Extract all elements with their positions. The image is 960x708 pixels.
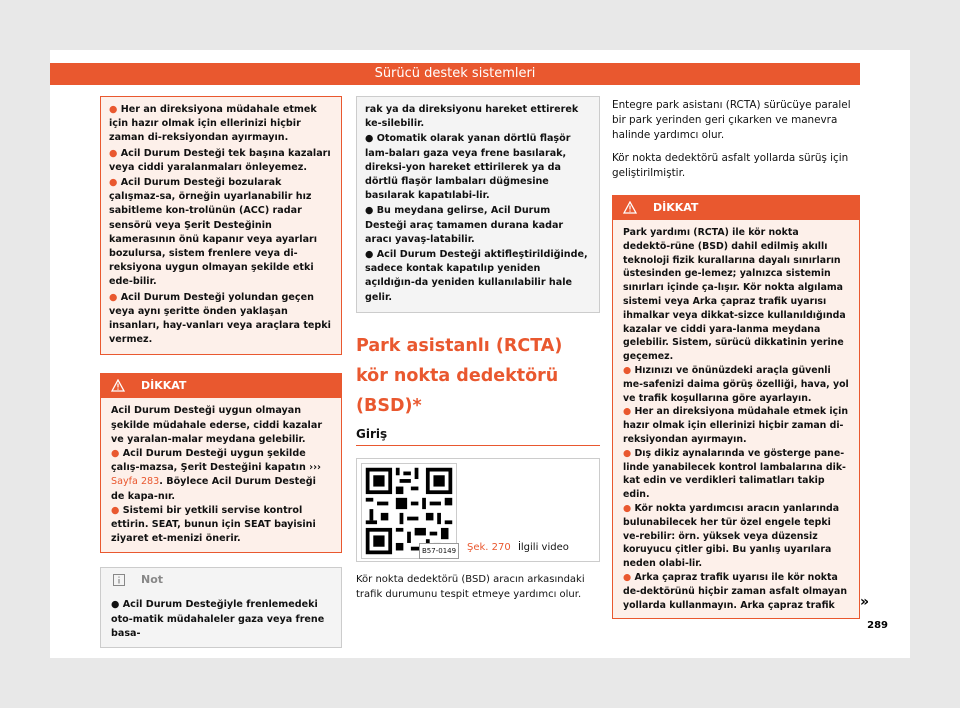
figure-caption — [467, 541, 569, 555]
paragraph: Kör nokta dedektörü (BSD) aracın arkasındaki trafik durumunu tespit etmeye yardımcı olur. — [356, 574, 585, 601]
paragraph: Kör nokta dedektörü asfalt yollarda sürüş için geliştirilmiştir. — [612, 152, 849, 179]
warning-title: DİKKAT — [141, 379, 187, 393]
info-icon — [113, 574, 125, 586]
list-item: Hızınızı ve önünüzdeki araçla güvenli me-safenizi daima görüş özelliği, hava, yol ve trafik koşullarına göre ayarlayın. — [623, 364, 849, 404]
list-item: Acil Durum Desteği yolundan geçen veya aynı şeritte önden yaklaşan insanları, hay-vanları veya araçlara tepki vermez. — [109, 291, 331, 346]
bullet-icon: ● — [111, 448, 123, 460]
list-item: Dış dikiz aynalarında ve gösterge pane-linde yanabilecek kontrol lambalarına dik-kat edin ve verdikleri talimatları takip edin. — [623, 447, 846, 501]
bullet-icon: ● — [109, 104, 121, 115]
bullet-icon: ● — [623, 502, 635, 514]
bullet-icon: ● — [623, 364, 635, 376]
warning-continued-box — [100, 96, 342, 355]
list-item: Acil Durum Desteği bozularak çalışmaz-sa, örneğin uyarlanabilir hız sabitleme kon-trolünün (ACC) radar sensörü veya Şerit Desteğinin kamerasının önü kapanır veya ayarları bozulursa, sistem frenlere veya di-reksiyona uygun olmayan şekilde etki ede-bilir. — [109, 177, 318, 288]
bullet-icon: ● — [111, 599, 123, 611]
list-item: Otomatik olarak yanan dörtlü flaşör lam-baları gaza veya frene basılarak, direksi-yon hareket ettirilerek ya da dörtlü flaşör lambaları düğmesine basılarak kapatılabi-lir. — [365, 133, 571, 202]
note-continued-box — [356, 96, 600, 313]
list-item: Her an direksiyona müdahale etmek için hazır olmak için ellerinizi hiçbir zaman di-reksiyondan ayırmayın. — [109, 104, 317, 144]
figure-label: Şek. 270 — [467, 541, 511, 553]
bullet-icon: ● — [111, 504, 123, 516]
warning-text: Acil Durum Desteği uygun olmayan şekilde müdahale ederse, ciddi kazalar ve yaralan-malar meydana gelebilir. — [111, 405, 323, 445]
column-2 — [356, 96, 600, 602]
warning-text: Park yardımı (RCTA) ile kör nokta dedektö-rüne (BSD) dahil edilmiş akıllı teknoloji fizik kurallarına dayalı sınırların üstesinden ge-lemez; yalnızca sistemin sınırları içinde ça-lışır. Kör nokta algılama sistemi veya Arka çapraz trafik uyarısı ihmalkar veya dikkat-sizce kullanıldığında kazalar ve ciddi yara-lanma meydana gelebilir. Sistem, sürücü dikkatinin yerine geçemez. — [623, 227, 846, 363]
list-item: Sistemi bir yetkili servise kontrol ettirin. SEAT, bunun için SEAT bayisini ziyaret et-menizi önerir. — [111, 504, 316, 545]
page-link[interactable]: Sayfa 283 — [111, 476, 160, 488]
bullet-icon: ● — [365, 249, 377, 261]
page-number: 289 — [867, 620, 888, 631]
bullet-icon: ● — [365, 205, 377, 217]
warning-box — [612, 195, 860, 619]
warning-title: DİKKAT — [653, 201, 699, 214]
bullet-icon: ● — [109, 147, 121, 159]
note-box — [100, 567, 342, 648]
note-header — [101, 568, 341, 592]
list-item: Her an direksiyona müdahale etmek için hazır olmak için ellerinizi hiçbir zaman di-reksiyondan ayırmayın. — [623, 406, 848, 445]
list-item: Acil Durum Desteği aktifleştirildiğinde, sadece kontak kapatılıp yeniden açıldığın-da yeniden kullanılabilir hale gelir. — [365, 249, 588, 303]
warning-triangle-icon — [111, 379, 125, 392]
bullet-icon: ● — [109, 291, 121, 303]
figure-code: B57-0149 — [419, 543, 459, 559]
bullet-icon: ● — [623, 406, 635, 418]
continue-mark: » — [860, 594, 870, 610]
list-item: Kör nokta yardımcısı aracın yanlarında bulunabilecek her tür özel engele tepki ve-rebilir: örn. yüksek veya düzensiz koruyucu çitler gibi. Bu yanlış uyarılara neden olabi-lir. — [623, 502, 840, 570]
section-heading: Park asistanlı (RCTA) kör nokta dedektörü (BSD)* — [356, 335, 563, 416]
continued-text: rak ya da direksiyonu hareket ettirerek ke-silebilir. — [365, 104, 579, 130]
list-item: Arka çapraz trafik uyarısı ile kör nokta de-dektörünü hiçbir zaman asfalt olmayan yollarda kullanmayın. Arka çapraz trafik — [623, 571, 848, 611]
bullet-icon: ● — [623, 447, 635, 459]
subheading: Giriş — [356, 427, 600, 446]
column-3 — [612, 98, 860, 619]
paragraph: Entegre park asistanı (RCTA) sürücüye paralel bir park yerinden geri çıkarken ve manevra halinde yardımcı olur. — [612, 99, 851, 141]
list-item: Acil Durum Desteği tek başına kazaları veya ciddi yaralanmaları önleyemez. — [109, 147, 331, 173]
figure-caption-text: İlgili video — [517, 541, 569, 553]
figure — [356, 458, 600, 562]
bullet-icon: ● — [109, 177, 121, 189]
bullet-icon: ● — [623, 571, 635, 583]
note-title: Not — [141, 573, 164, 587]
section-header: Sürücü destek sistemleri — [50, 63, 860, 85]
warning-header — [613, 196, 859, 220]
warning-box: DİKKAT Acil Durum Desteği uygun olmayan şekilde müdahale ederse, ciddi kazalar ve yaralan-malar meydana gelebilir. ● Acil Durum Desteği uygun şekilde çalış-mazsa, Şerit Desteğini kapatın ››› Sayfa 283. Böylece Acil Durum Desteği de kapa-nır. ● Sistemi bir yetkili servise kontrol ettirin. SEAT, bunun için SEAT bayisini ziyaret et-menizi önerir. — [100, 373, 342, 553]
warning-triangle-icon — [623, 201, 637, 214]
list-item: Bu meydana gelirse, Acil Durum Desteği araç tamamen durana kadar aracı yavaş-latabilir. — [365, 205, 564, 245]
note-text: Acil Durum Desteğiyle frenlemedeki oto-matik müdahaleler gaza veya frene basa- — [111, 599, 325, 639]
warning-header — [101, 374, 341, 398]
bullet-icon: ● — [365, 133, 377, 145]
column-1 — [100, 96, 342, 648]
